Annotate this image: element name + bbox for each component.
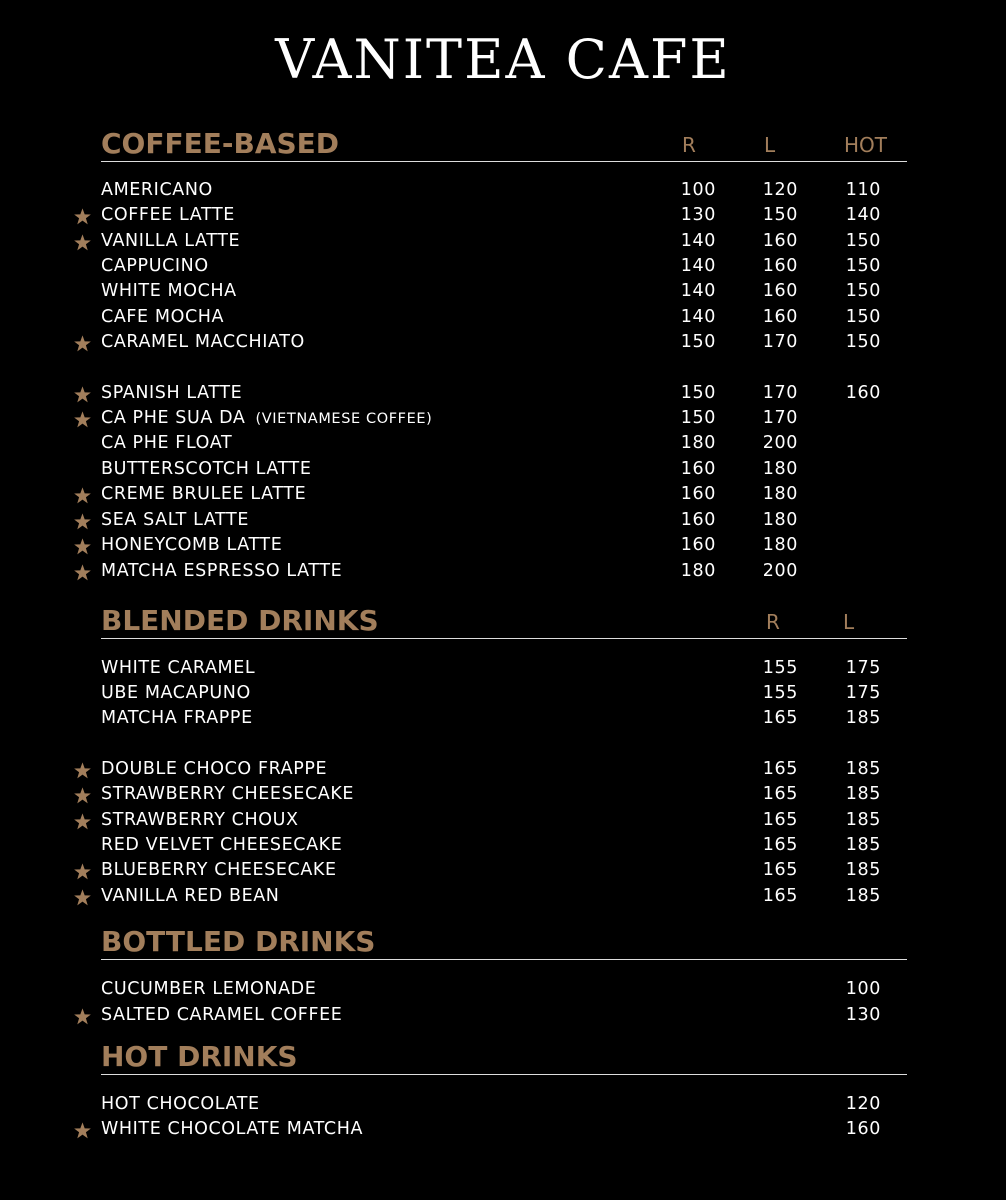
item-name-text: CREME BRULEE LATTE (101, 484, 307, 504)
item-name-text: STRAWBERRY CHOUX (101, 810, 299, 830)
section-divider (101, 638, 907, 639)
menu-item (0, 656, 1006, 681)
item-price: 185 (845, 860, 881, 880)
menu-item (0, 1092, 1006, 1117)
item-name (101, 559, 342, 584)
item-name-text: RED VELVET CHEESECAKE (101, 835, 343, 855)
item-name (101, 977, 316, 1002)
item-name-text: CARAMEL MACCHIATO (101, 332, 305, 352)
menu-item (0, 279, 1006, 304)
item-name (101, 279, 237, 304)
item-price: 175 (845, 658, 881, 678)
item-name (101, 254, 209, 279)
item-name-text: DOUBLE CHOCO FRAPPE (101, 759, 328, 779)
star-icon (73, 761, 92, 780)
menu-item (0, 457, 1006, 482)
item-name-text: AMERICANO (101, 180, 213, 200)
item-name-text: HOT CHOCOLATE (101, 1094, 260, 1114)
item-name-text: UBE MACAPUNO (101, 683, 251, 703)
item-price: 185 (845, 784, 881, 804)
item-name-text: CA PHE FLOAT (101, 433, 233, 453)
item-price: 150 (845, 231, 881, 251)
item-name (101, 178, 213, 203)
item-price: 170 (762, 383, 798, 403)
star-icon (73, 1007, 92, 1026)
menu-item (0, 330, 1006, 355)
item-price: 100 (845, 979, 881, 999)
item-name-text: MATCHA ESPRESSO LATTE (101, 561, 343, 581)
star-icon (73, 385, 92, 404)
item-price: 165 (762, 759, 798, 779)
item-name-text: WHITE CARAMEL (101, 658, 256, 678)
section-title: BLENDED DRINKS (101, 604, 379, 637)
menu-item (0, 1117, 1006, 1142)
item-price: 165 (762, 860, 798, 880)
section-divider (101, 1074, 907, 1075)
item-price: 170 (762, 408, 798, 428)
item-price: 140 (680, 307, 716, 327)
menu-item (0, 203, 1006, 228)
item-price: 165 (762, 784, 798, 804)
menu-item (0, 681, 1006, 706)
item-name-text: MATCHA FRAPPE (101, 708, 253, 728)
item-price: 140 (845, 205, 881, 225)
menu-item (0, 782, 1006, 807)
item-price: 100 (680, 180, 716, 200)
item-name-text: VANILLA LATTE (101, 231, 241, 251)
item-name (101, 381, 242, 406)
section-divider (101, 161, 907, 162)
menu-item (0, 808, 1006, 833)
section-title: BOTTLED DRINKS (101, 925, 376, 958)
item-name-text: WHITE CHOCOLATE MATCHA (101, 1119, 364, 1139)
item-price: 160 (680, 459, 716, 479)
item-name (101, 1117, 363, 1142)
menu-item (0, 508, 1006, 533)
item-price: 180 (680, 561, 716, 581)
item-price: 120 (845, 1094, 881, 1114)
star-icon (73, 233, 92, 252)
item-name (101, 1003, 342, 1028)
item-name (101, 330, 305, 355)
star-icon (73, 207, 92, 226)
item-price: 200 (762, 433, 798, 453)
item-name (101, 229, 240, 254)
item-name (101, 681, 251, 706)
item-name (101, 782, 354, 807)
item-price: 160 (680, 535, 716, 555)
item-price: 165 (762, 886, 798, 906)
item-name-text: SALTED CARAMEL COFFEE (101, 1005, 343, 1025)
item-name (101, 431, 232, 456)
item-price: 130 (680, 205, 716, 225)
star-icon (73, 888, 92, 907)
item-price: 150 (845, 281, 881, 301)
item-price: 155 (762, 658, 798, 678)
section-title: HOT DRINKS (101, 1040, 298, 1073)
item-price: 150 (762, 205, 798, 225)
item-price: 180 (762, 459, 798, 479)
item-price: 185 (845, 708, 881, 728)
item-price: 140 (680, 281, 716, 301)
item-price: 150 (845, 332, 881, 352)
star-icon (73, 786, 92, 805)
star-icon (73, 410, 92, 429)
item-price: 160 (845, 383, 881, 403)
menu-item (0, 833, 1006, 858)
item-price: 180 (762, 535, 798, 555)
menu-item (0, 406, 1006, 431)
item-price: 175 (845, 683, 881, 703)
item-name (101, 656, 255, 681)
menu-item (0, 305, 1006, 330)
menu-item (0, 482, 1006, 507)
star-icon (73, 563, 92, 582)
item-price: 170 (762, 332, 798, 352)
star-icon (73, 334, 92, 353)
item-name-text: CAFE MOCHA (101, 307, 225, 327)
item-name (101, 203, 235, 228)
item-name (101, 833, 342, 858)
item-price: 140 (680, 256, 716, 276)
item-price: 160 (845, 1119, 881, 1139)
item-name (101, 305, 224, 330)
star-icon (73, 1121, 92, 1140)
item-price: 130 (845, 1005, 881, 1025)
item-price: 150 (845, 307, 881, 327)
item-price: 160 (762, 307, 798, 327)
item-price: 185 (845, 835, 881, 855)
item-name-text: CA PHE SUA DA (101, 408, 246, 428)
item-price: 185 (845, 759, 881, 779)
item-name (101, 808, 299, 833)
menu-item (0, 178, 1006, 203)
item-name (101, 406, 432, 432)
item-price: 160 (680, 510, 716, 530)
item-price: 150 (680, 383, 716, 403)
cafe-logo-title: VANITEA CAFE (275, 28, 731, 91)
menu-item (0, 254, 1006, 279)
item-name (101, 457, 312, 482)
item-name (101, 706, 253, 731)
menu-item (0, 977, 1006, 1002)
star-icon (73, 812, 92, 831)
item-price: 185 (845, 886, 881, 906)
menu-item (0, 1003, 1006, 1028)
menu-item (0, 431, 1006, 456)
item-price: 160 (762, 231, 798, 251)
item-price: 160 (762, 281, 798, 301)
item-price: 155 (762, 683, 798, 703)
star-icon (73, 537, 92, 556)
menu-item (0, 706, 1006, 731)
item-price: 180 (680, 433, 716, 453)
column-header: R (682, 133, 696, 157)
column-header: L (764, 133, 776, 157)
item-name-text: CUCUMBER LEMONADE (101, 979, 317, 999)
item-price: 150 (680, 332, 716, 352)
item-price: 200 (762, 561, 798, 581)
item-name (101, 1092, 260, 1117)
column-header: HOT (844, 133, 887, 157)
menu-item (0, 381, 1006, 406)
item-price: 110 (845, 180, 881, 200)
section-title: COFFEE-BASED (101, 127, 340, 160)
item-price: 160 (680, 484, 716, 504)
item-name-text: VANILLA RED BEAN (101, 886, 280, 906)
item-name (101, 757, 327, 782)
star-icon (73, 862, 92, 881)
item-name-text: COFFEE LATTE (101, 205, 235, 225)
item-price: 140 (680, 231, 716, 251)
item-price: 165 (762, 835, 798, 855)
item-price: 165 (762, 810, 798, 830)
menu-item (0, 757, 1006, 782)
item-name-text: CAPPUCINO (101, 256, 209, 276)
item-price: 150 (845, 256, 881, 276)
item-price: 120 (762, 180, 798, 200)
item-name-text: STRAWBERRY CHEESECAKE (101, 784, 355, 804)
column-header: L (843, 610, 855, 634)
item-name (101, 884, 280, 909)
item-name-text: SEA SALT LATTE (101, 510, 249, 530)
item-name-text: BUTTERSCOTCH LATTE (101, 459, 312, 479)
item-price: 180 (762, 510, 798, 530)
menu-item (0, 858, 1006, 883)
item-name-text: SPANISH LATTE (101, 383, 243, 403)
menu-item (0, 533, 1006, 558)
menu-item (0, 884, 1006, 909)
item-price: 160 (762, 256, 798, 276)
item-name (101, 533, 282, 558)
item-name-text: WHITE MOCHA (101, 281, 237, 301)
star-icon (73, 486, 92, 505)
menu-item (0, 229, 1006, 254)
item-price: 185 (845, 810, 881, 830)
item-name (101, 858, 337, 883)
item-name-text: HONEYCOMB LATTE (101, 535, 283, 555)
menu-item (0, 559, 1006, 584)
item-name (101, 508, 249, 533)
star-icon (73, 512, 92, 531)
item-note: (VIETNAMESE COFFEE) (255, 411, 433, 427)
item-price: 165 (762, 708, 798, 728)
section-divider (101, 959, 907, 960)
item-price: 180 (762, 484, 798, 504)
item-name (101, 482, 306, 507)
item-name-text: BLUEBERRY CHEESECAKE (101, 860, 337, 880)
item-price: 150 (680, 408, 716, 428)
column-header: R (766, 610, 780, 634)
